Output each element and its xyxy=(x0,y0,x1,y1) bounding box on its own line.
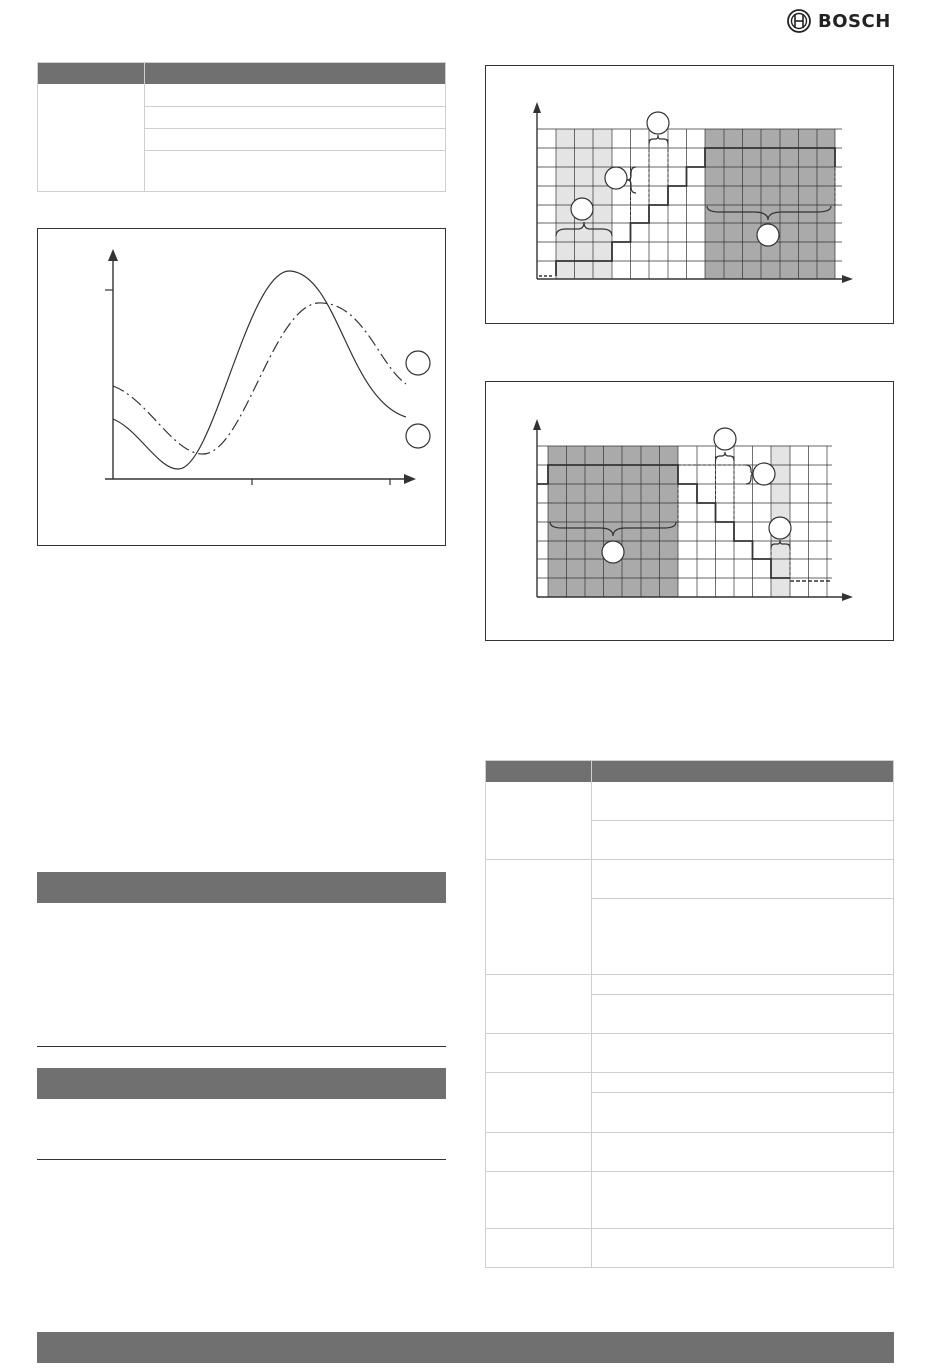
footer-banner xyxy=(37,1332,894,1363)
section-banner-1 xyxy=(37,872,446,903)
step-up-chart xyxy=(486,66,895,325)
figure-curves xyxy=(37,228,446,546)
section-banner-2 xyxy=(37,1068,446,1099)
marker-circle-h xyxy=(602,541,624,563)
marker-circle-f xyxy=(753,463,775,485)
marker-circle-c xyxy=(647,112,669,134)
marker-circle-b xyxy=(605,167,627,189)
table-top-left xyxy=(37,62,446,192)
marker-circle-1 xyxy=(406,351,430,375)
figure-step-up xyxy=(485,65,894,324)
figure-step-down xyxy=(485,381,894,641)
bosch-logo xyxy=(786,8,898,34)
table-right xyxy=(485,760,894,1268)
bosch-armature-icon xyxy=(786,8,812,34)
marker-circle-a xyxy=(571,198,593,220)
marker-circle-e xyxy=(714,428,736,450)
marker-circle-g xyxy=(769,517,791,539)
section-rule-1 xyxy=(37,1046,446,1047)
table-header xyxy=(486,761,893,782)
marker-circle-2 xyxy=(406,424,430,448)
brand-name: BOSCH xyxy=(818,10,891,32)
step-down-chart xyxy=(486,382,895,642)
curves-chart xyxy=(38,229,447,547)
marker-circle-d xyxy=(757,224,779,246)
table-header xyxy=(38,63,445,84)
section-rule-2 xyxy=(37,1159,446,1160)
